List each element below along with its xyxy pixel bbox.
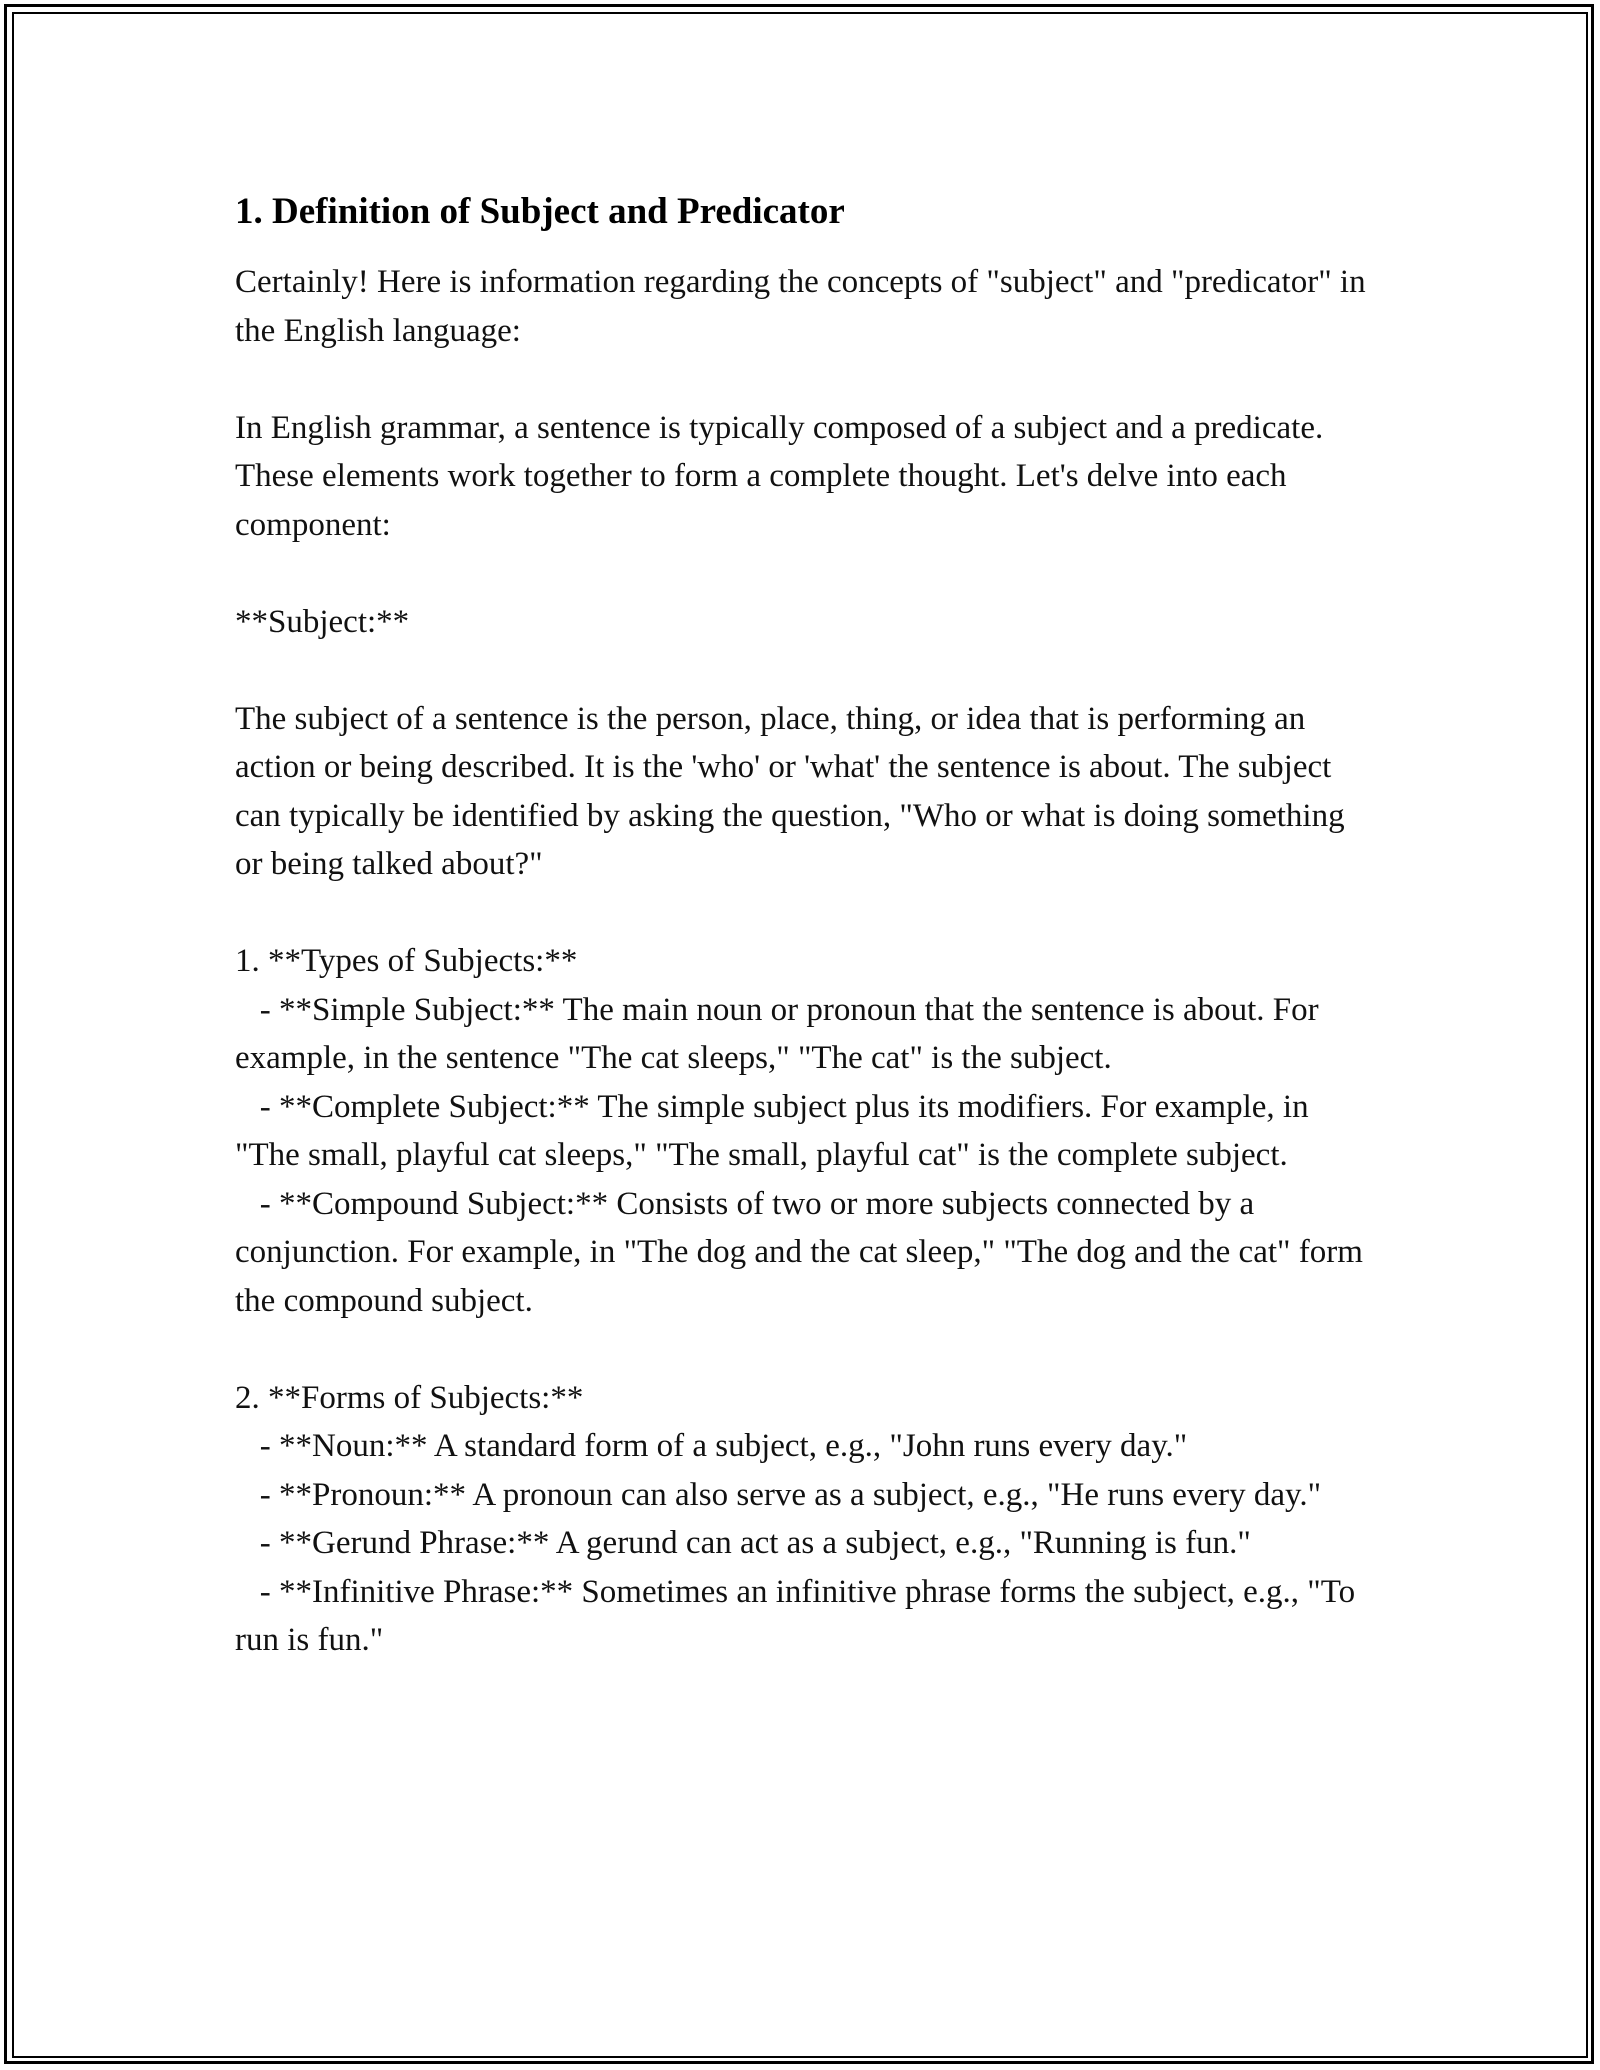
section-heading: 1. Definition of Subject and Predicator [235, 191, 845, 232]
section-body-text: Certainly! Here is information regarding the concepts of "subject" and "predicator" in the English language: In English grammar, a sentence is typically composed of a subject and a predicate. These elements work together to form a complete thought. Let's delve into each component: **Subject:** The subject of a sentence is the person, place, thing, or idea that is performing an action or being described. It is the 'who' or 'what' the sentence is about. The subject can typically be identified by asking the question, "Who or what is doing something or being talked about?" 1. **Types of Subjects:** - **Simple Subject:** The main noun or pronoun that the sentence is about. For example, in the sentence "The cat sleeps," "The cat" is the subject. - **Complete Subject:** The simple subject plus its modifiers. For example, in "The small, playful cat sleeps," "The small, playful cat" is the complete subject. - **Compound Subject:** Consists of two or more subjects connected by a conjunction. For example, in "The dog and the cat sleep," "The dog and the cat" form the compound subject. 2. **Forms of Subjects:** - **Noun:** A standard form of a subject, e.g., "John runs every day." - **Pronoun:** A pronoun can also serve as a subject, e.g., "He runs every day." - **Gerund Phrase:** A gerund can act as a subject, e.g., "Running is fun." - **Infinitive Phrase:** Sometimes an infinitive phrase forms the subject, e.g., "To run is fun." [235, 264, 1366, 1658]
document-content [235, 186, 1375, 1665]
